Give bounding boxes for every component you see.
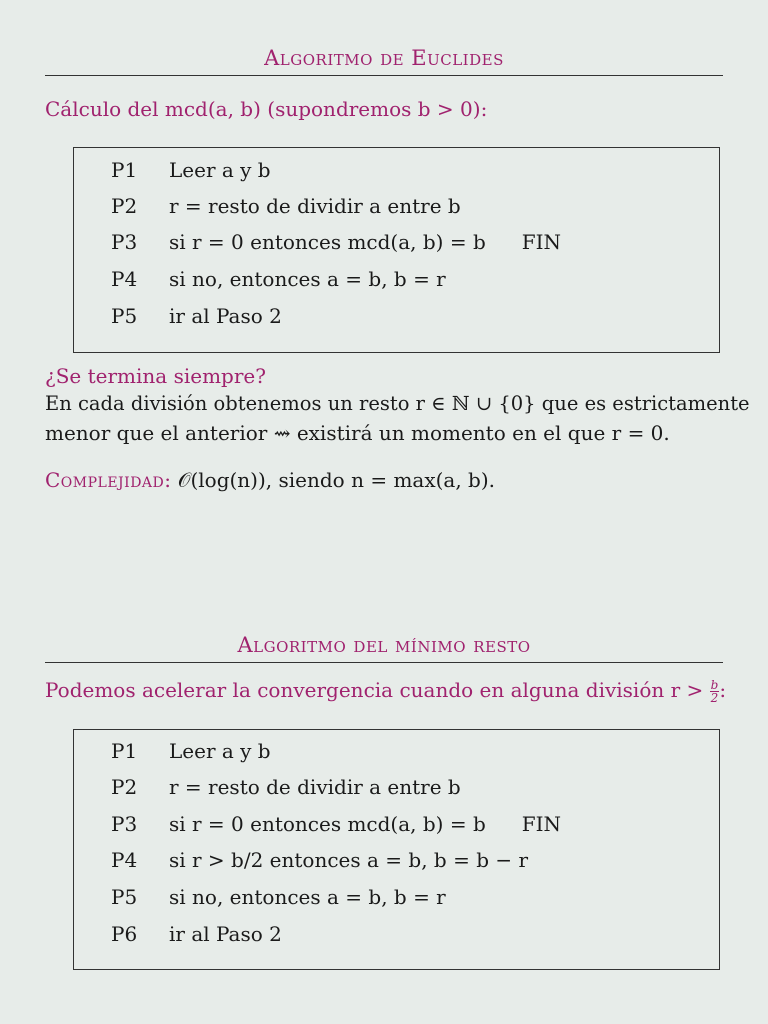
step-text: ir al Paso 2 xyxy=(169,922,282,946)
step-text: si r = 0 entonces mcd(a, b) = b xyxy=(169,230,486,254)
section2-intro-text: Podemos acelerar la convergencia cuando en alguna división r > xyxy=(45,678,704,702)
section2-intro xyxy=(45,678,726,704)
step-label: P2 xyxy=(111,194,138,218)
step-label: P4 xyxy=(111,267,138,291)
complexity-text: 𝒪(log(n)), siendo n = max(a, b). xyxy=(177,468,496,492)
termination-answer-line1: En cada división obtenemos un resto r ∈ ℕ ∪ {0} que es estrictamente xyxy=(45,392,750,415)
algorithm-box-2 xyxy=(73,729,720,970)
termination-answer-line2: menor que el anterior ⇝ existirá un momento en el que r = 0. xyxy=(45,421,670,445)
step-label: P3 xyxy=(111,812,138,836)
section1-title: Algoritmo de Euclides xyxy=(264,46,504,70)
step-label: P3 xyxy=(111,230,138,254)
algo2-step-5 xyxy=(111,885,446,909)
step-label: P6 xyxy=(111,922,138,946)
algo2-step-3 xyxy=(111,812,561,836)
section1-divider xyxy=(45,75,723,76)
algo1-step-5 xyxy=(111,304,282,328)
fin-label: FIN xyxy=(521,812,562,836)
complexity-line xyxy=(45,468,495,492)
step-text: Leer a y b xyxy=(169,739,271,763)
step-text: Leer a y b xyxy=(169,158,271,182)
fin-label: FIN xyxy=(521,230,562,254)
fraction-denominator: 2 xyxy=(710,691,719,705)
step-text: ir al Paso 2 xyxy=(169,304,282,328)
algo2-step-2 xyxy=(111,775,461,799)
step-text: si no, entonces a = b, b = r xyxy=(169,885,446,909)
step-text: si no, entonces a = b, b = r xyxy=(169,267,446,291)
step-label: P5 xyxy=(111,885,138,909)
algo1-step-3 xyxy=(111,230,561,254)
step-text: si r > b/2 entonces a = b, b = b − r xyxy=(169,848,529,872)
algo2-step-6 xyxy=(111,922,282,946)
algo1-step-1 xyxy=(111,158,271,182)
algo1-step-4 xyxy=(111,267,446,291)
section1-intro: Cálculo del mcd(a, b) (supondremos b > 0): xyxy=(45,97,488,121)
step-label: P1 xyxy=(111,739,138,763)
algo2-step-4 xyxy=(111,848,528,872)
algorithm-box-1 xyxy=(73,147,720,353)
step-text: r = resto de dividir a entre b xyxy=(169,194,461,218)
step-label: P5 xyxy=(111,304,138,328)
section2-title: Algoritmo del mínimo resto xyxy=(237,633,531,657)
step-label: P4 xyxy=(111,848,138,872)
termination-question: ¿Se termina siempre? xyxy=(45,364,266,388)
step-text: r = resto de dividir a entre b xyxy=(169,775,461,799)
fraction-b-over-2 xyxy=(710,679,720,704)
fraction-numerator: b xyxy=(710,678,719,692)
step-label: P2 xyxy=(111,775,138,799)
algo1-step-2 xyxy=(111,194,461,218)
step-text: si r = 0 entonces mcd(a, b) = b xyxy=(169,812,486,836)
section2-divider xyxy=(45,662,723,663)
step-label: P1 xyxy=(111,158,138,182)
complexity-label: Complejidad: xyxy=(45,468,172,492)
section2-intro-colon: : xyxy=(719,678,727,702)
algo2-step-1 xyxy=(111,739,271,763)
